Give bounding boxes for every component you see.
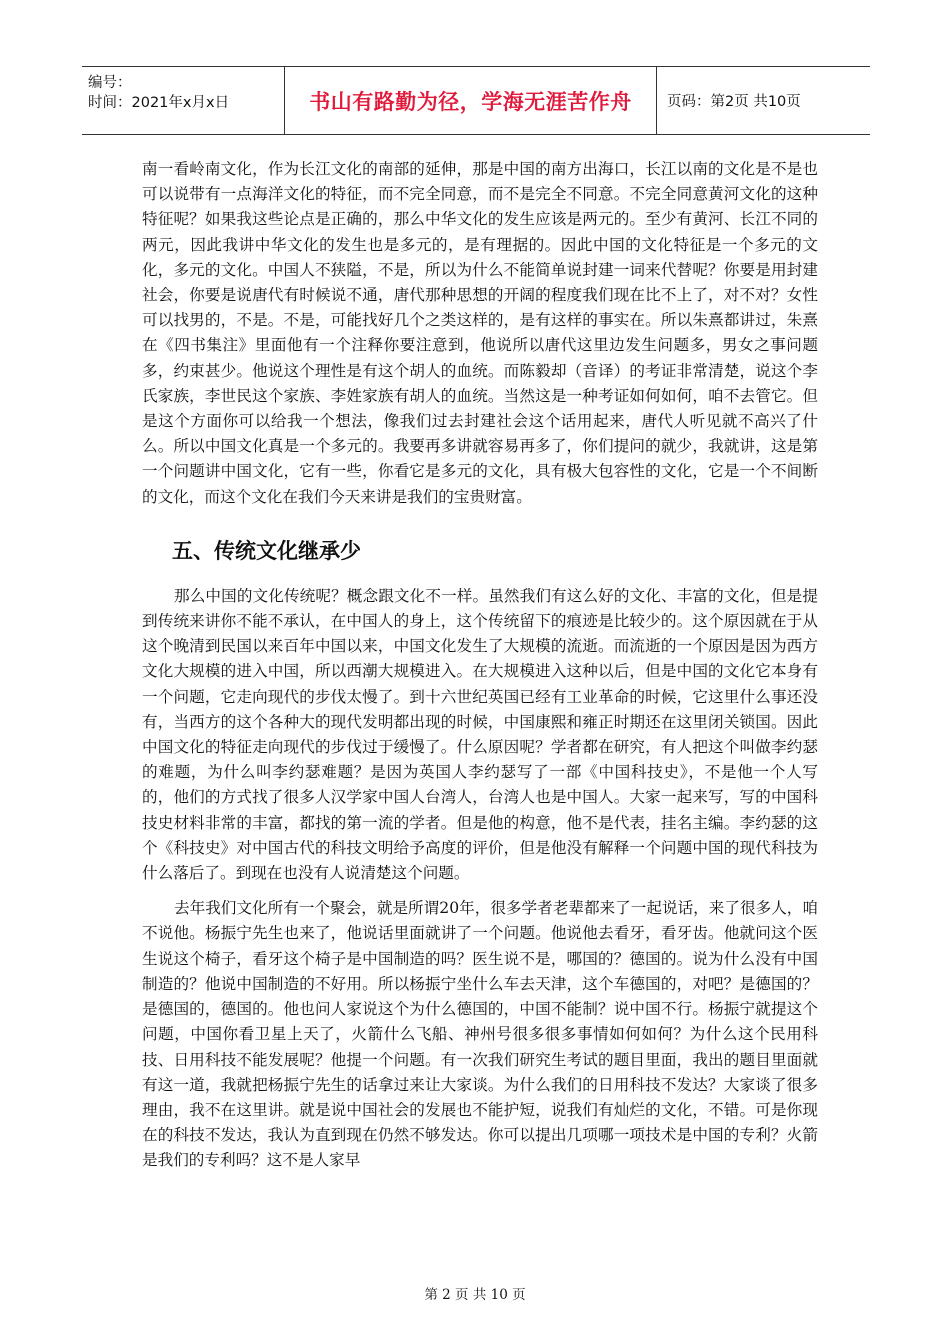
document-body xyxy=(142,157,818,1174)
header-motto: 书山有路勤为径，学海无涯苦作舟 xyxy=(285,67,657,134)
document-date-label: 时间：2021年x月x日 xyxy=(88,95,230,111)
page-header xyxy=(82,66,870,135)
document-number-label: 编号： xyxy=(88,75,132,91)
header-page-number: 页码：第2页 共10页 xyxy=(667,94,801,110)
page-footer: 第 2 页 共 10 页 xyxy=(424,1287,526,1303)
body-paragraph: 南一看岭南文化，作为长江文化的南部的延伸，那是中国的南方出海口，长江以南的文化是不是也可以说带有一点海洋文化的特征，而不完全同意，而不是完全不同意。不完全同意黄河文化的这种特征呢？如果我这些论点是正确的，那么中华文化的发生应该是两元的。至少有黄河、长江不同的两元，因此我讲中华文化的发生也是多元的，是有理据的。因此中国的文化特征是一个多元的文化，多元的文化。中国人不狭隘，不是，所以为什么不能简单说封建一词来代替呢？你要是用封建社会，你要是说唐代有时候说不通，唐代那种思想的开阔的程度我们现在比不上了，对不对？女性可以找男的，不是。不是，可能找好几个之类这样的，是有这样的事实在。所以朱熹都讲过，朱熹在《四书集注》里面他有一个注释你要注意到，他说所以唐代这里边发生问题多，男女之事问题多，约束甚少。他说这个理性是有这个胡人的血统。而陈毅却（音译）的考证非常清楚，说这个李氏家族，李世民这个家族、李姓家族有胡人的血统。当然这是一种考证如何如何，咱不去管它。但是这个方面你可以给我一个想法，像我们过去封建社会这个话用起来，唐代人听见就不高兴了什么。所以中国文化真是一个多元的。我要再多讲就容易再多了，你们提问的就少，我就讲，这是第一个问题讲中国文化，它有一些，你看它是多元的文化，具有极大包容性的文化，它是一个不间断的文化，而这个文化在我们今天来讲是我们的宝贵财富。 xyxy=(142,160,818,506)
body-paragraph: 去年我们文化所有一个聚会，就是所谓20年，很多学者老辈都来了一起说话，来了很多人，咱不说他。杨振宁先生也来了，他说话里面就讲了一个问题。他说他去看牙，看牙齿。他就问这个医生说这个椅子，看牙这个椅子是中国制造的吗？医生说不是，哪国的？德国的。说为什么没有中国制造的？他说中国制造的不好用。所以杨振宁坐什么车去天津，这个车德国的，对吧？是德国的？是德国的，德国的。他也问人家说这个为什么德国的，中国不能制？说中国不行。杨振宁就提这个问题，中国你看卫星上天了，火箭什么飞船、神州号很多很多事情如何如何？为什么这个民用科技、日用科技不能发展呢？他提一个问题。有一次我们研究生考试的题目里面，我出的题目里面就有这一道，我就把杨振宁先生的话拿过来让大家谈。为什么我们的日用科技不发达？大家谈了很多理由，我不在这里讲。就是说中国社会的发展也不能护短，说我们有灿烂的文化，不错。可是你现在的科技不发达，我认为直到现在仍然不够发达。你可以提出几项哪一项技术是中国的专利？火箭是我们的专利吗？这不是人家早 xyxy=(142,899,818,1170)
body-paragraph: 那么中国的文化传统呢？概念跟文化不一样。虽然我们有这么好的文化、丰富的文化，但是提到传统来讲你不能不承认，在中国人的身上，这个传统留下的痕迹是比较少的。这个原因就在于从这个晚清到民国以来百年中国以来，中国文化发生了大规模的流逝。而流逝的一个原因是因为西方文化大规模的进入中国，所以西潮大规模进入。在大规模进入这种以后，但是中国的文化它本身有一个问题，它走向现代的步伐太慢了。到十六世纪英国已经有工业革命的时候，它这里什么事还没有，当西方的这个各种大的现代发明都出现的时候，中国康熙和雍正时期还在这里闭关锁国。因此中国文化的特征走向现代的步伐过于缓慢了。什么原因呢？学者都在研究，有人把这个叫做李约瑟的难题，为什么叫李约瑟难题？是因为英国人李约瑟写了一部《中国科技史》，不是他一个人写的，他们的方式找了很多人汉学家中国人台湾人，台湾人也是中国人。大家一起来写，写的中国科技史材料非常的丰富，都找的第一流的学者。但是他的构意，他不是代表，挂名主编。李约瑟的这个《科技史》对中国古代的科技文明给予高度的评价，但是他没有解释一个问题中国的现代科技为什么落后了。到现在也没有人说清楚这个问题。 xyxy=(142,586,818,883)
header-info-cell xyxy=(82,67,285,134)
section-heading: 五、传统文化继承少 xyxy=(172,538,361,563)
